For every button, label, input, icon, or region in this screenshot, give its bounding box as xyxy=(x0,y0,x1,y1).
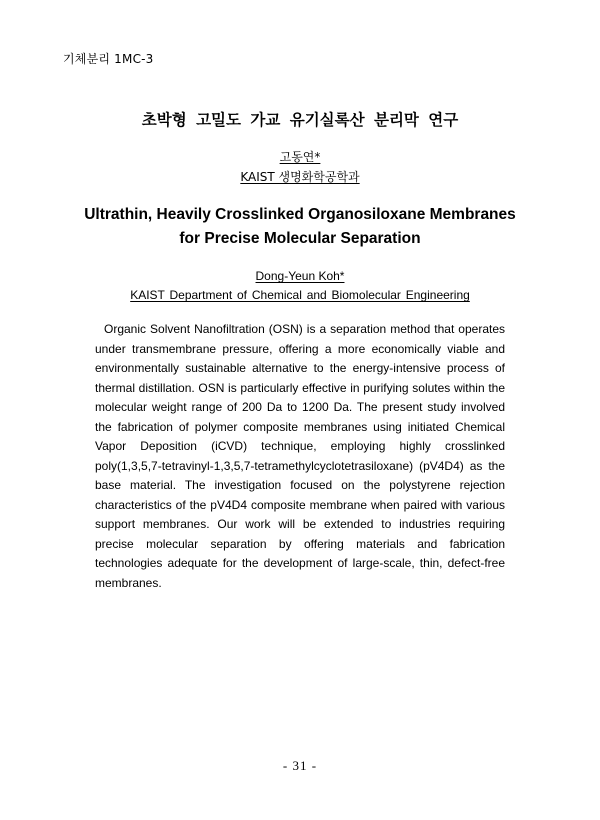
english-title-line2: for Precise Molecular Separation xyxy=(179,230,421,247)
english-title-line1: Ultrathin, Heavily Crosslinked Organosiloxane Membranes xyxy=(84,206,516,223)
korean-title: 초박형 고밀도 가교 유기실록산 분리막 연구 xyxy=(141,111,459,129)
english-author-name: Dong-Yeun Koh* xyxy=(255,269,345,283)
english-title xyxy=(60,203,540,251)
korean-author xyxy=(0,148,600,165)
korean-author-name: 고동연* xyxy=(279,150,321,164)
english-author xyxy=(0,269,600,283)
session-code: 기체분리 1MC-3 xyxy=(63,52,154,66)
abstract-paragraph: Organic Solvent Nanofiltration (OSN) is a separation method that operates under transmembrane pressure, offering a more economically viable and environmentally sustainable alternative to the energy-intensive process of thermal distillation. OSN is particularly effective in purifying solutes within the molecular weight range of 200 Da to 1200 Da. The present study involved the fabrication of polymer composite membranes using initiated Chemical Vapor Deposition (iCVD) technique, employing highly crosslinked poly(1,3,5,7-tetravinyl-1,3,5,7-tetramethylcyclotetrasiloxane) (pV4D4) as the base material. The investigation focused on the polystyrene rejection characteristics of the pV4D4 composite membrane when paired with various support membranes. Our work will be extended to industries requiring precise molecular separation by offering materials and fabrication technologies adequate for the development of large-scale, thin, defect-free membranes. xyxy=(95,322,505,590)
korean-affiliation-text: KAIST 생명화학공학과 xyxy=(240,170,360,184)
page-number: - 31 - xyxy=(282,758,318,773)
english-affiliation xyxy=(0,288,600,302)
korean-affiliation xyxy=(0,168,600,185)
english-affiliation-text: KAIST Department of Chemical and Biomolecular Engineering xyxy=(130,288,470,302)
